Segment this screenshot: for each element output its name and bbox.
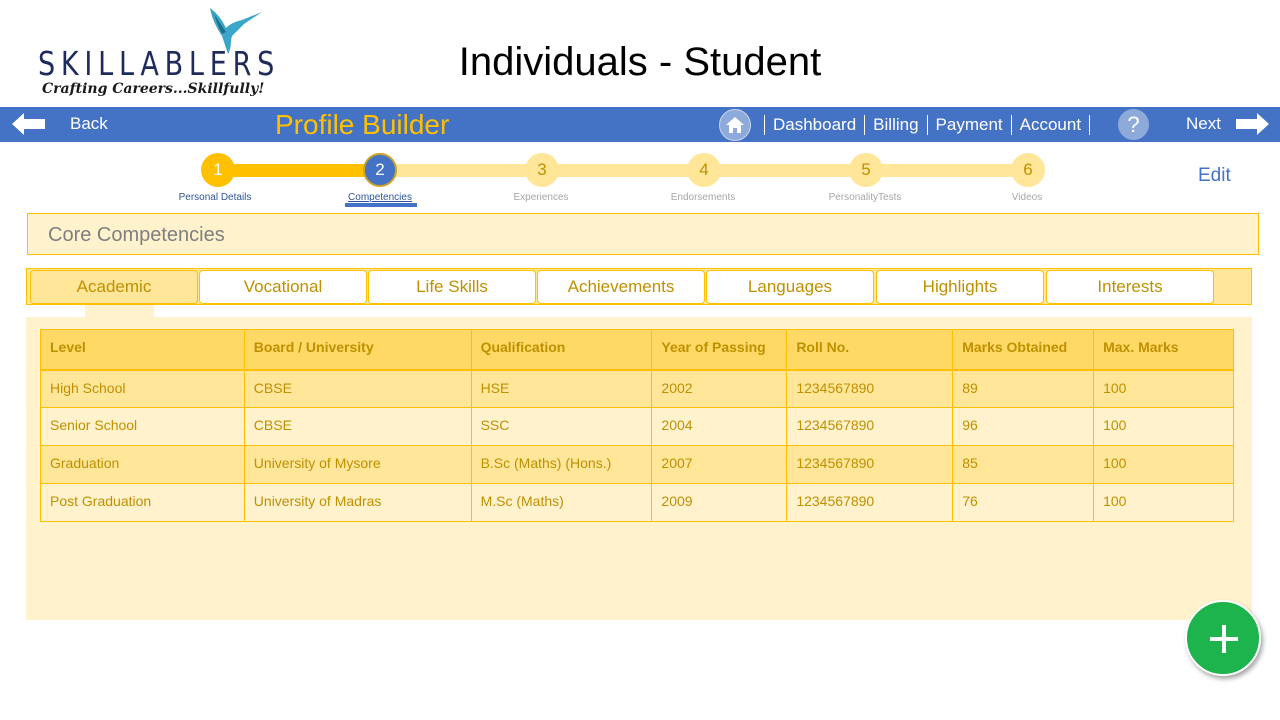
column-header[interactable]: Max. Marks [1094, 330, 1234, 370]
table-cell: 2009 [652, 484, 787, 522]
table-cell: 1234567890 [787, 484, 953, 522]
tab-academic[interactable]: Academic [30, 270, 198, 304]
step-4-circle[interactable]: 4 [687, 153, 721, 187]
step-1-circle[interactable]: 1 [201, 153, 235, 187]
arrow-left-icon [12, 113, 46, 135]
top-navbar [0, 107, 1280, 142]
nav-link-account[interactable]: Account [1019, 114, 1082, 134]
table-header-row [41, 330, 1234, 370]
step-2-circle[interactable]: 2 [363, 153, 397, 187]
tab-interests[interactable]: Interests [1046, 270, 1214, 304]
step-4-label[interactable]: Endorsements [670, 192, 736, 203]
table-cell: 100 [1094, 446, 1234, 484]
step-3-label[interactable]: Experiences [513, 192, 569, 203]
table-cell: University of Madras [244, 484, 471, 522]
table-cell: Senior School [41, 408, 245, 446]
table-cell: Graduation [41, 446, 245, 484]
step-5-circle[interactable]: 5 [849, 153, 883, 187]
nav-link-dashboard[interactable]: Dashboard [773, 114, 857, 134]
current-step-indicator [345, 203, 417, 207]
progress-stepper [0, 150, 1280, 210]
table-cell: CBSE [244, 408, 471, 446]
table-cell: 100 [1094, 370, 1234, 408]
table-cell: 100 [1094, 408, 1234, 446]
table-cell: HSE [471, 370, 652, 408]
table-cell: 89 [953, 370, 1094, 408]
tab-vocational[interactable]: Vocational [199, 270, 367, 304]
page-title: Individuals - Student [458, 40, 822, 84]
nav-links [764, 107, 1090, 142]
nav-link-billing[interactable]: Billing [873, 114, 919, 134]
back-button[interactable] [12, 113, 108, 135]
next-button[interactable] [1186, 113, 1269, 135]
nav-divider [1089, 115, 1090, 135]
table-cell: CBSE [244, 370, 471, 408]
step-6-circle[interactable]: 6 [1011, 153, 1045, 187]
table-cell: 1234567890 [787, 408, 953, 446]
active-tab-connector [85, 305, 154, 317]
stepper-track-completed [218, 164, 380, 177]
table-cell: 2002 [652, 370, 787, 408]
brand-name: SKILLABLERS [38, 44, 281, 83]
nav-link-payment[interactable]: Payment [935, 114, 1003, 134]
table-cell: High School [41, 370, 245, 408]
table-cell: 1234567890 [787, 446, 953, 484]
table-cell: 2004 [652, 408, 787, 446]
brand-tagline: Crafting Careers...Skillfully! [42, 81, 265, 97]
step-3-circle[interactable]: 3 [525, 153, 559, 187]
table-cell: University of Mysore [244, 446, 471, 484]
back-label: Back [70, 114, 108, 133]
table-cell: M.Sc (Maths) [471, 484, 652, 522]
tab-life-skills[interactable]: Life Skills [368, 270, 536, 304]
help-button[interactable]: ? [1118, 109, 1149, 140]
table-cell: Post Graduation [41, 484, 245, 522]
competency-tabs [26, 268, 1252, 305]
table-cell: 2007 [652, 446, 787, 484]
step-2-label[interactable]: Competencies [348, 192, 412, 203]
table-row[interactable] [41, 370, 1234, 408]
column-header[interactable]: Marks Obtained [953, 330, 1094, 370]
step-5-label[interactable]: PersonalityTests [828, 192, 902, 203]
table-row[interactable] [41, 408, 1234, 446]
column-header[interactable]: Year of Passing [652, 330, 787, 370]
academic-table [40, 329, 1234, 522]
tab-languages[interactable]: Languages [706, 270, 874, 304]
column-header[interactable]: Qualification [471, 330, 652, 370]
table-cell: 85 [953, 446, 1094, 484]
column-header[interactable]: Level [41, 330, 245, 370]
add-button[interactable] [1185, 600, 1261, 676]
table-cell: 76 [953, 484, 1094, 522]
section-title: Profile Builder [275, 109, 450, 140]
table-cell: 100 [1094, 484, 1234, 522]
table-cell: B.Sc (Maths) (Hons.) [471, 446, 652, 484]
table-row[interactable] [41, 446, 1234, 484]
table-cell: 96 [953, 408, 1094, 446]
edit-link[interactable]: Edit [1198, 165, 1231, 186]
arrow-right-icon [1235, 113, 1269, 135]
step-6-label[interactable]: Videos [1011, 192, 1043, 203]
section-header [27, 213, 1259, 255]
table-cell: SSC [471, 408, 652, 446]
home-icon [725, 116, 745, 134]
table-cell: 1234567890 [787, 370, 953, 408]
step-1-label[interactable]: Personal Details [178, 192, 252, 203]
tab-highlights[interactable]: Highlights [876, 270, 1044, 304]
tab-achievements[interactable]: Achievements [537, 270, 705, 304]
section-header-title: Core Competencies [48, 224, 225, 246]
column-header[interactable]: Roll No. [787, 330, 953, 370]
column-header[interactable]: Board / University [244, 330, 471, 370]
next-label: Next [1186, 114, 1221, 133]
home-button[interactable] [719, 109, 751, 141]
table-row[interactable] [41, 484, 1234, 522]
